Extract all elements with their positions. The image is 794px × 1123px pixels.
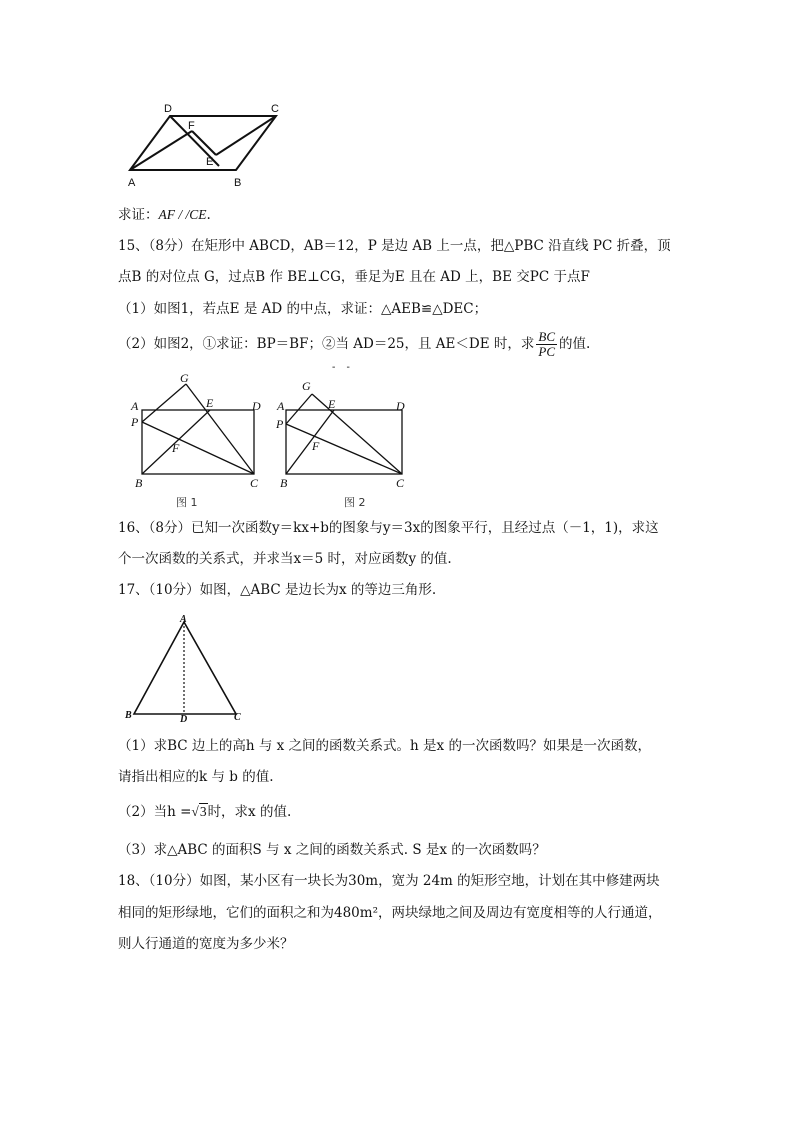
vertex-label-e: E — [206, 156, 214, 168]
q17-part2-prefix: （2）当h = — [118, 804, 192, 820]
q15-part2-prefix: （2）如图2，①求证：BP＝BF；②当 AD＝25，且 AE＜DE 时，求 — [118, 336, 535, 352]
fig1-label-c: C — [250, 476, 259, 490]
q15-line1: 15、（8分）在矩形中 ABCD，AB＝12，P 是边 AB 上一点，把△PBC 沿直线 PC 折叠，顶 — [118, 238, 671, 254]
equilateral-triangle-figure — [122, 612, 252, 724]
fig2-caption: 图 2 — [344, 496, 366, 509]
triangle-label-b: B — [125, 710, 132, 721]
fig1-label-g: G — [180, 371, 189, 385]
vertex-label-d: D — [164, 103, 172, 115]
vertex-label-c: C — [271, 103, 279, 115]
q18-line2: 相同的矩形绿地，它们的面积之和为480m²，两块绿地之间及周边有宽度相等的人行通道， — [118, 905, 662, 921]
q18-line3: 则人行通道的宽度为多少米？ — [118, 936, 294, 952]
q17-part3: （3）求△ABC 的面积S 与 x 之间的函数关系式. S 是x 的一次函数吗？ — [118, 842, 546, 858]
q17-part2 — [118, 803, 291, 821]
vertex-label-f: F — [188, 120, 195, 132]
q14-proof-math: AF / /CE — [158, 207, 207, 222]
fig2-label-d: D — [396, 399, 405, 413]
fig2-label-a: A — [277, 399, 285, 413]
q17-part1-line1: （1）求BC 边上的高h 与 x 之间的函数关系式。h 是x 的一次函数吗？如果是一次函数， — [118, 738, 651, 754]
fig1-label-e: E — [206, 396, 214, 410]
vertex-label-a: A — [128, 177, 136, 189]
q16-line2: 个一次函数的关系式，并求当x＝5 时，对应函数y 的值. — [118, 551, 452, 567]
q15-part2-suffix: 的值. — [559, 336, 591, 352]
q16-line1: 16、（8分）已知一次函数y＝kx+b的图象与y＝3x的图象平行，且经过点（－1，1)，求这 — [118, 520, 659, 536]
fold-figure-1 — [128, 372, 278, 512]
q17-part1-line2: 请指出相应的k 与 b 的值. — [118, 769, 274, 785]
q18-line1: 18、（10分）如图，某小区有一块长为30m，宽为 24m 的矩形空地，计划在其中修建两块 — [118, 873, 660, 889]
fig1-caption: 图 1 — [176, 496, 198, 509]
fig2-label-c: C — [396, 476, 405, 490]
triangle-label-a: A — [180, 614, 187, 625]
fig2-label-e: E — [328, 397, 336, 411]
q15-fraction-denominator: PC — [538, 344, 556, 359]
triangle-label-d: D — [180, 714, 188, 725]
fig2-label-g: G — [302, 379, 311, 393]
q17-sqrt: √3 — [191, 804, 207, 819]
fig1-label-p: P — [131, 415, 139, 429]
parallelogram-figure — [120, 100, 290, 192]
fig1-label-b: B — [135, 476, 143, 490]
vertex-label-b: B — [234, 177, 242, 189]
fig1-label-a: A — [131, 399, 139, 413]
q17-part2-suffix: 时，求x 的值. — [207, 804, 292, 820]
fig1-label-f: F — [172, 441, 180, 455]
q15-fraction — [536, 330, 557, 359]
fold-figure-2 — [274, 372, 424, 512]
q14-proof-suffix: . — [206, 207, 211, 223]
q14-proof-prefix: 求证： — [118, 207, 159, 223]
triangle-label-c: C — [234, 712, 241, 723]
q15-part2 — [118, 330, 590, 359]
fig2-label-b: B — [280, 476, 288, 490]
fig2-label-f: F — [312, 439, 320, 453]
q17-sqrt-radicand: 3 — [199, 804, 207, 819]
q15-fraction-numerator: BC — [538, 329, 556, 344]
fig2-label-p: P — [276, 417, 284, 431]
q15-line2: 点B 的对位点 G，过点B 作 BE⊥CG，垂足为E 且在 AD 上，BE 交PC 于点F — [118, 269, 590, 285]
decorative-dots: - - — [332, 362, 354, 373]
q15-part1: （1）如图1，若点E 是 AD 的中点，求证：△AEB≌△DEC； — [118, 301, 488, 317]
fig1-label-d: D — [252, 399, 261, 413]
q17-intro: 17、（10分）如图，△ABC 是边长为x 的等边三角形. — [118, 582, 437, 598]
q14-proof-line — [118, 206, 211, 224]
